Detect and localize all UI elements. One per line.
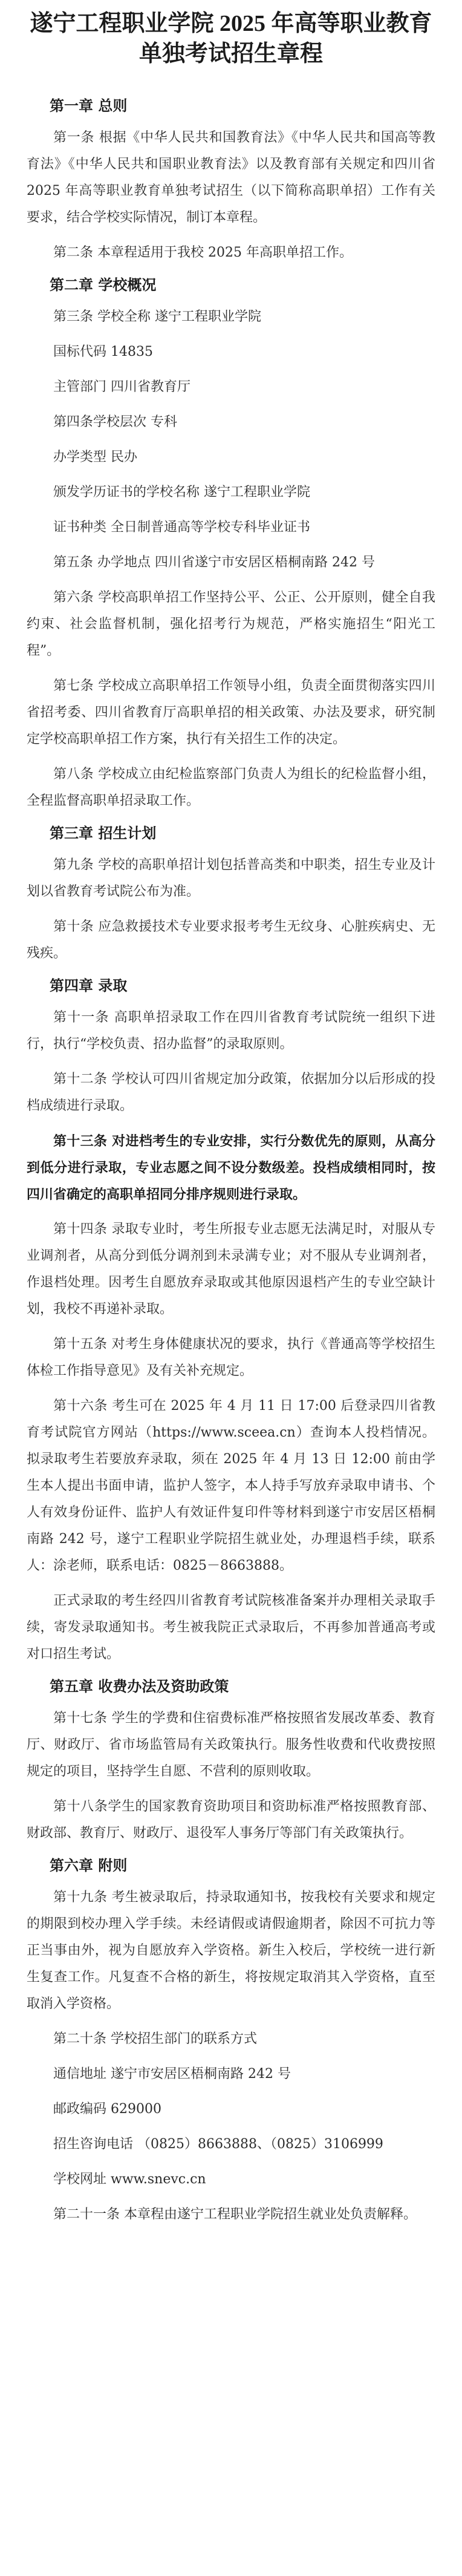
contact-website: 学校网址 www.snevc.cn bbox=[53, 2172, 206, 2187]
article-6: 第六条 学校高职单招工作坚持公平、公正、公开原则，健全自我约束、社会监督机制，强化招考行为规范，严格实施招生“阳光工程”。 bbox=[27, 590, 435, 658]
article-8: 第八条 学校成立由纪检监察部门负责人为组长的纪检监督小组，全程监督高职单招录取工作。 bbox=[27, 767, 435, 808]
document-title bbox=[27, 8, 435, 69]
article-13: 第十三条 对进档考生的专业安排，实行分数优先的原则，从高分到低分进行录取，专业志愿之间不设分数级差。投档成绩相同时，按四川省确定的高职单招同分排序规则进行录取。 bbox=[27, 1133, 435, 1202]
supervising-department: 主管部门 四川省教育厅 bbox=[53, 379, 190, 395]
article-20: 第二十条 学校招生部门的联系方式 bbox=[53, 2031, 257, 2047]
article-16-note: 正式录取的考生经四川省教育考试院核准备案并办理相关录取手续，寄发录取通知书。考生被我院正式录取后，不再参加普通高考或对口招生考试。 bbox=[27, 1593, 435, 1662]
contact-zip: 邮政编码 629000 bbox=[53, 2102, 161, 2117]
article-7: 第七条 学校成立高职单招工作领导小组，负责全面贯彻落实四川省招考委、四川省教育厅高职单招的相关政策、办法及要求，研究制定学校高职单招工作方案，执行有关招生工作的决定。 bbox=[27, 678, 435, 747]
school-code: 国标代码 14835 bbox=[53, 344, 153, 359]
certificate-school-name: 颁发学历证书的学校名称 遂宁工程职业学院 bbox=[53, 485, 310, 500]
article-9: 第九条 学校的高职单招计划包括普高类和中职类，招生专业及计划以省教育考试院公布为准。 bbox=[27, 857, 435, 899]
article-2: 第二条 本章程适用于我校 2025 年高职单招工作。 bbox=[53, 245, 353, 260]
chapter-heading-4: 第四章 录取 bbox=[50, 977, 128, 994]
chapter-heading-1: 第一章 总则 bbox=[50, 97, 128, 114]
article-21: 第二十一条 本章程由遂宁工程职业学院招生就业处负责解释。 bbox=[53, 2207, 417, 2222]
article-10: 第十条 应急救援技术专业要求报考考生无纹身、心脏疾病史、无残疾。 bbox=[27, 919, 435, 961]
article-15: 第十五条 对考生身体健康状况的要求，执行《普通高等学校招生体检工作指导意见》及有关补充规定。 bbox=[27, 1337, 435, 1378]
article-16: 第十六条 考生可在 2025 年 4 月 11 日 17:00 后登录四川省教育考试院官方网站（https://www.sceea.cn）查询本人投档情况。拟录取考生若要放弃录取，须在 2025 年 4 月 13 日 12:00 前由学生本人提出书面申请，监护人签字，本人持手写放弃录取申请书、个人有效身份证件、监护人有效证件复印件等材料到遂宁市安居区梧桐南路 242 号，遂宁工程职业学院招生就业处，办理退档手续，联系人：涂老师，联系电话：0825－8663888。 bbox=[27, 1398, 435, 1573]
certificate-type: 证书种类 全日制普通高等学校专科毕业证书 bbox=[53, 520, 310, 535]
chapter-heading-6: 第六章 附则 bbox=[50, 1857, 128, 1874]
chapter-heading-3: 第三章 招生计划 bbox=[50, 825, 157, 842]
article-12: 第十二条 学校认可四川省规定加分政策，依据加分以后形成的投档成绩进行录取。 bbox=[27, 1072, 435, 1113]
title-line-1: 遂宁工程职业学院 2025 年高等职业教育 bbox=[30, 11, 432, 36]
article-18: 第十八条学生的国家教育资助项目和资助标准严格按照教育部、财政部、教育厅、财政厅、退役军人事务厅等部门有关政策执行。 bbox=[27, 1799, 435, 1841]
title-line-2: 单独考试招生章程 bbox=[138, 41, 323, 67]
contact-address: 通信地址 遂宁市安居区梧桐南路 242 号 bbox=[53, 2066, 291, 2082]
article-17: 第十七条 学生的学费和住宿费标准严格按照省发展改革委、教育厅、财政厅、省市场监管局有关政策执行。服务性收费和代收费按照规定的项目，坚持学生自愿、不营利的原则收取。 bbox=[27, 1711, 435, 1779]
chapter-heading-2: 第二章 学校概况 bbox=[50, 277, 157, 293]
chapter-heading-5: 第五章 收费办法及资助政策 bbox=[50, 1678, 229, 1695]
article-11: 第十一条 高职单招录取工作在四川省教育考试院统一组织下进行，执行“学校负责、招办监督”的录取原则。 bbox=[27, 1010, 435, 1052]
article-3-school-name: 第三条 学校全称 遂宁工程职业学院 bbox=[53, 309, 261, 324]
contact-phone: 招生咨询电话 （0825）8663888、（0825）3106999 bbox=[53, 2137, 383, 2152]
article-4-school-level: 第四条学校层次 专科 bbox=[53, 415, 177, 430]
article-5: 第五条 办学地点 四川省遂宁市安居区梧桐南路 242 号 bbox=[53, 555, 375, 570]
article-19: 第十九条 考生被录取后，持录取通知书，按我校有关要求和规定的期限到校办理入学手续。未经请假或请假逾期者，除因不可抗力等正当事由外，视为自愿放弃入学资格。新生入校后，学校统一进行新生复查工作。凡复查不合格的新生，将按规定取消其入学资格，直至取消入学资格。 bbox=[27, 1890, 435, 2011]
article-14: 第十四条 录取专业时，考生所报专业志愿无法满足时，对服从专业调剂者，从高分到低分调剂到未录满专业；对不服从专业调剂者，作退档处理。因考生自愿放弃录取或其他原因退档产生的专业空缺计划，我校不再递补录取。 bbox=[27, 1222, 435, 1317]
article-1: 第一条 根据《中华人民共和国教育法》《中华人民共和国高等教育法》《中华人民共和国职业教育法》以及教育部有关规定和四川省 2025 年高等职业教育单独考试招生（以下简称高职单招）工作有关要求，结合学校实际情况，制订本章程。 bbox=[27, 130, 435, 225]
school-type: 办学类型 民办 bbox=[53, 450, 137, 465]
